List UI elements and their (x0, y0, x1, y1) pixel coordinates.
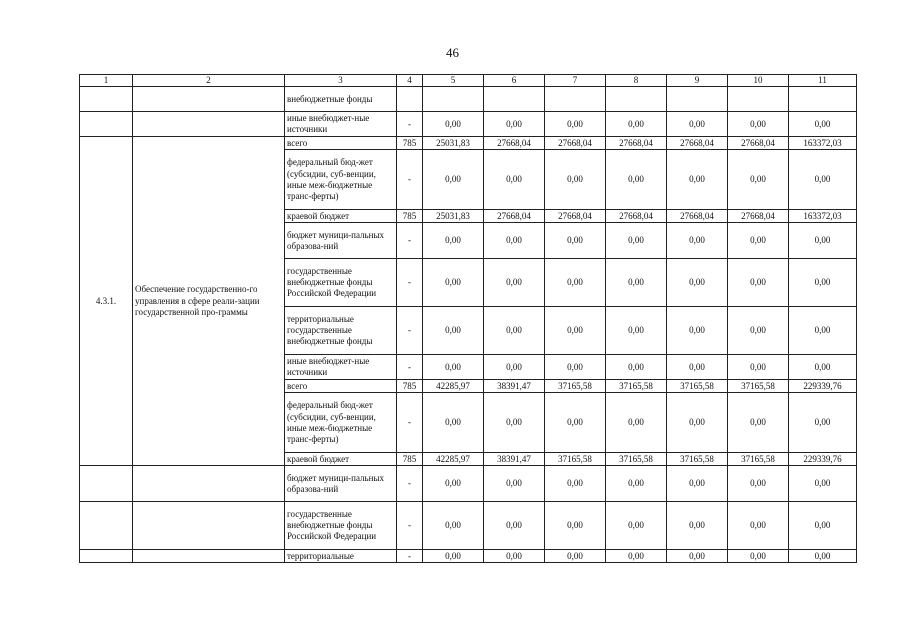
amount-cell: 0,00 (423, 466, 484, 502)
amount-cell: 27668,04 (728, 210, 789, 223)
amount-cell: 229339,76 (789, 453, 857, 466)
amount-cell (545, 87, 606, 112)
budget-code: - (397, 393, 423, 453)
amount-cell: 0,00 (545, 502, 606, 550)
amount-cell: 25031,83 (423, 210, 484, 223)
header-cell: 10 (728, 75, 789, 87)
amount-cell: 0,00 (728, 307, 789, 355)
row-code (80, 87, 133, 112)
funding-source: территориальные государственные внебюджетные фонды (285, 307, 397, 355)
amount-cell: 229339,76 (789, 380, 857, 393)
amount-cell: 27668,04 (728, 137, 789, 150)
row-code: 4.3.1. (80, 137, 133, 466)
amount-cell: 0,00 (545, 112, 606, 137)
header-cell: 2 (133, 75, 285, 87)
amount-cell: 27668,04 (667, 210, 728, 223)
budget-code: - (397, 550, 423, 563)
amount-cell: 27668,04 (606, 137, 667, 150)
funding-source: государственные внебюджетные фонды Российской Федерации (285, 502, 397, 550)
header-cell: 4 (397, 75, 423, 87)
amount-cell: 0,00 (423, 550, 484, 563)
amount-cell: 0,00 (667, 466, 728, 502)
amount-cell: 0,00 (606, 259, 667, 307)
table-row (80, 137, 857, 150)
amount-cell: 0,00 (789, 355, 857, 380)
amount-cell: 0,00 (789, 112, 857, 137)
header-cell: 1 (80, 75, 133, 87)
amount-cell: 0,00 (423, 307, 484, 355)
amount-cell: 0,00 (545, 393, 606, 453)
amount-cell: 0,00 (545, 550, 606, 563)
header-cell: 11 (789, 75, 857, 87)
amount-cell: 0,00 (728, 355, 789, 380)
row-name (133, 466, 285, 502)
amount-cell: 0,00 (606, 112, 667, 137)
amount-cell: 0,00 (484, 466, 545, 502)
amount-cell: 0,00 (667, 502, 728, 550)
amount-cell: 0,00 (423, 150, 484, 210)
amount-cell (606, 87, 667, 112)
amount-cell: 0,00 (606, 150, 667, 210)
funding-source: государственные внебюджетные фонды Российской Федерации (285, 259, 397, 307)
amount-cell: 0,00 (545, 307, 606, 355)
funding-source: иные внебюджет-ные источники (285, 355, 397, 380)
amount-cell: 0,00 (423, 393, 484, 453)
amount-cell: 163372,03 (789, 137, 857, 150)
budget-code (397, 87, 423, 112)
amount-cell (423, 87, 484, 112)
amount-cell: 0,00 (484, 502, 545, 550)
row-code (80, 466, 133, 502)
amount-cell: 0,00 (484, 307, 545, 355)
amount-cell: 0,00 (545, 355, 606, 380)
row-code (80, 112, 133, 137)
amount-cell: 0,00 (667, 355, 728, 380)
amount-cell (484, 87, 545, 112)
amount-cell: 0,00 (728, 112, 789, 137)
amount-cell: 0,00 (423, 259, 484, 307)
amount-cell: 37165,58 (667, 453, 728, 466)
row-code (80, 502, 133, 550)
amount-cell: 0,00 (484, 393, 545, 453)
funding-source: краевой бюджет (285, 210, 397, 223)
budget-code: - (397, 150, 423, 210)
budget-code: - (397, 307, 423, 355)
amount-cell: 0,00 (667, 223, 728, 259)
page-number: 46 (446, 45, 459, 60)
row-name (133, 502, 285, 550)
amount-cell: 0,00 (545, 223, 606, 259)
row-name: Обеспечение государственно-го управления в сфере реали-зации государственной про-граммы (133, 137, 285, 466)
amount-cell: 25031,83 (423, 137, 484, 150)
row-name (133, 550, 285, 563)
table-row (80, 466, 857, 502)
amount-cell: 0,00 (789, 550, 857, 563)
amount-cell: 37165,58 (606, 453, 667, 466)
header-cell: 9 (667, 75, 728, 87)
amount-cell: 42285,97 (423, 453, 484, 466)
header-cell: 8 (606, 75, 667, 87)
amount-cell: 0,00 (728, 550, 789, 563)
amount-cell: 37165,58 (606, 380, 667, 393)
budget-code: 785 (397, 210, 423, 223)
amount-cell: 37165,58 (728, 380, 789, 393)
amount-cell: 0,00 (667, 550, 728, 563)
funding-source: внебюджетные фонды (285, 87, 397, 112)
amount-cell: 0,00 (667, 112, 728, 137)
amount-cell: 27668,04 (484, 210, 545, 223)
table-row (80, 502, 857, 550)
amount-cell: 38391,47 (484, 453, 545, 466)
amount-cell: 0,00 (606, 550, 667, 563)
amount-cell (728, 87, 789, 112)
amount-cell: 0,00 (667, 150, 728, 210)
funding-source: всего (285, 380, 397, 393)
amount-cell: 27668,04 (606, 210, 667, 223)
amount-cell: 0,00 (728, 150, 789, 210)
row-name (133, 112, 285, 137)
amount-cell: 0,00 (728, 259, 789, 307)
funding-source: иные внебюджет-ные источники (285, 112, 397, 137)
budget-code: - (397, 223, 423, 259)
amount-cell: 0,00 (484, 112, 545, 137)
amount-cell: 42285,97 (423, 380, 484, 393)
budget-code: - (397, 466, 423, 502)
funding-source: бюджет муници-пальных образова-ний (285, 466, 397, 502)
header-cell: 5 (423, 75, 484, 87)
budget-code: 785 (397, 453, 423, 466)
amount-cell: 0,00 (789, 466, 857, 502)
amount-cell: 0,00 (728, 466, 789, 502)
amount-cell: 0,00 (606, 502, 667, 550)
amount-cell: 0,00 (789, 307, 857, 355)
funding-source: территориальные (285, 550, 397, 563)
funding-source: краевой бюджет (285, 453, 397, 466)
amount-cell: 0,00 (484, 550, 545, 563)
amount-cell: 0,00 (545, 259, 606, 307)
amount-cell: 0,00 (545, 466, 606, 502)
amount-cell: 27668,04 (484, 137, 545, 150)
amount-cell (667, 87, 728, 112)
amount-cell: 37165,58 (545, 453, 606, 466)
table-row (80, 112, 857, 137)
amount-cell: 0,00 (789, 502, 857, 550)
amount-cell: 0,00 (789, 393, 857, 453)
amount-cell: 37165,58 (728, 453, 789, 466)
funding-source: всего (285, 137, 397, 150)
amount-cell: 0,00 (606, 223, 667, 259)
budget-code: 785 (397, 380, 423, 393)
row-code (80, 550, 133, 563)
amount-cell: 0,00 (667, 259, 728, 307)
table-row (80, 550, 857, 563)
amount-cell: 0,00 (484, 150, 545, 210)
budget-table (79, 74, 857, 563)
header-row (80, 75, 857, 87)
budget-code: - (397, 259, 423, 307)
funding-source: федеральный бюд-жет (субсидии, суб-венции, иные меж-бюджетные транс-ферты) (285, 393, 397, 453)
header-cell: 6 (484, 75, 545, 87)
amount-cell: 38391,47 (484, 380, 545, 393)
amount-cell: 163372,03 (789, 210, 857, 223)
amount-cell: 0,00 (484, 259, 545, 307)
amount-cell: 0,00 (728, 223, 789, 259)
amount-cell: 0,00 (728, 393, 789, 453)
header-cell: 3 (285, 75, 397, 87)
amount-cell: 0,00 (545, 150, 606, 210)
amount-cell: 27668,04 (545, 210, 606, 223)
budget-code: - (397, 112, 423, 137)
amount-cell: 27668,04 (545, 137, 606, 150)
amount-cell: 0,00 (484, 223, 545, 259)
budget-code: - (397, 355, 423, 380)
amount-cell: 0,00 (423, 502, 484, 550)
header-cell: 7 (545, 75, 606, 87)
amount-cell: 0,00 (789, 150, 857, 210)
table-row (80, 87, 857, 112)
budget-code: 785 (397, 137, 423, 150)
amount-cell: 0,00 (423, 112, 484, 137)
amount-cell: 0,00 (606, 355, 667, 380)
amount-cell: 0,00 (667, 307, 728, 355)
funding-source: бюджет муници-пальных образова-ний (285, 223, 397, 259)
amount-cell: 37165,58 (667, 380, 728, 393)
amount-cell: 0,00 (423, 223, 484, 259)
row-name (133, 87, 285, 112)
amount-cell: 0,00 (606, 466, 667, 502)
amount-cell: 0,00 (789, 223, 857, 259)
amount-cell: 0,00 (484, 355, 545, 380)
amount-cell: 0,00 (606, 393, 667, 453)
amount-cell: 0,00 (667, 393, 728, 453)
amount-cell: 0,00 (728, 502, 789, 550)
amount-cell: 0,00 (789, 259, 857, 307)
funding-source: федеральный бюд-жет (субсидии, суб-венции, иные меж-бюджетные транс-ферты) (285, 150, 397, 210)
amount-cell (789, 87, 857, 112)
amount-cell: 27668,04 (667, 137, 728, 150)
amount-cell: 0,00 (606, 307, 667, 355)
budget-code: - (397, 502, 423, 550)
amount-cell: 0,00 (423, 355, 484, 380)
amount-cell: 37165,58 (545, 380, 606, 393)
